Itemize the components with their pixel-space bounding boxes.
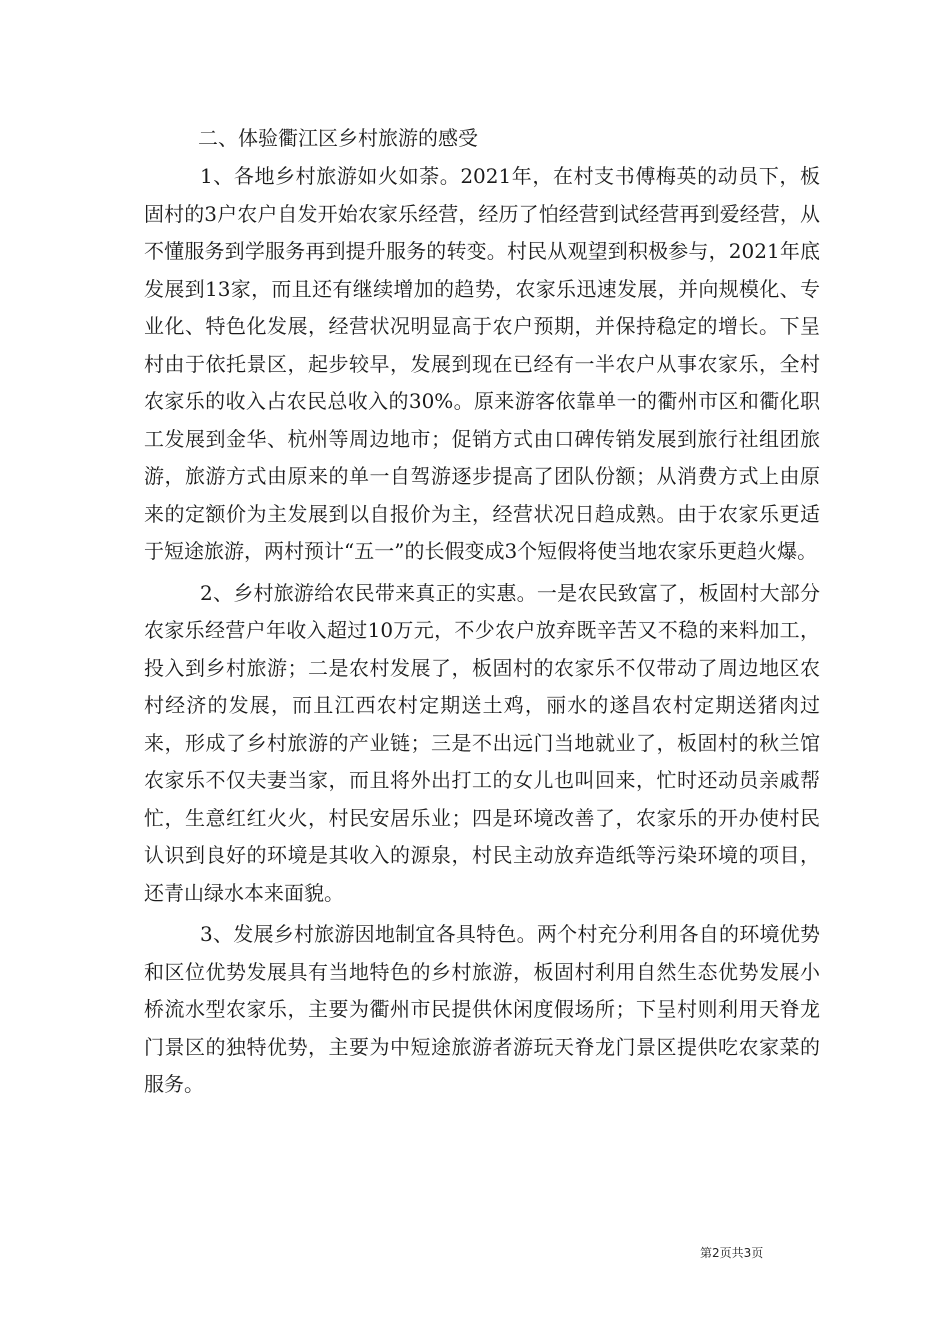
paragraph-2: 2、乡村旅游给农民带来真正的实惠。一是农民致富了，板固村大部分农家乐经营户年收入超过10万元，不少农户放弃既辛苦又不稳的来料加工，投入到乡村旅游；二是农村发展了，板固村的农家乐不仅带动了周边地区农村经济的发展，而且江西农村定期送土鸡，丽水的遂昌农村定期送猪肉过来，形成了乡村旅游的产业链；三是不出远门当地就业了，板固村的秋兰馆农家乐不仅夫妻当家，而且将外出打工的女儿也叫回来，忙时还动员亲戚帮忙，生意红红火火，村民安居乐业；四是环境改善了，农家乐的开办使村民认识到良好的环境是其收入的源泉，村民主动放弃造纸等污染环境的项目，还青山绿水本来面貌。	[144, 580, 820, 905]
section-heading: 二、体验衢江区乡村旅游的感受	[198, 126, 478, 150]
document-body	[144, 118, 820, 1104]
page-number: 第2页共3页	[700, 1246, 764, 1260]
paragraph-1: 1、各地乡村旅游如火如荼。2021年，在村支书傅梅英的动员下，板固村的3户农户自发开始农家乐经营，经历了怕经营到试经营再到爱经营，从不懂服务到学服务再到提升服务的转变。村民从观望到积极参与，2021年底发展到13家，而且还有继续增加的趋势，农家乐迅速发展，并向规模化、专业化、特色化发展，经营状况明显高于农户预期，并保持稳定的增长。下呈村由于依托景区，起步较早，发展到现在已经有一半农户从事农家乐，全村农家乐的收入占农民总收入的30%。原来游客依靠单一的衢州市区和衢化职工发展到金华、杭州等周边地市；促销方式由口碑传销发展到旅行社组团旅游，旅游方式由原来的单一自驾游逐步提高了团队份额；从消费方式上由原来的定额价为主发展到以自报价为主，经营状况日趋成熟。由于农家乐更适于短途旅游，两村预计“五一”的长假变成3个短假将使当地农家乐更趋火爆。	[144, 164, 820, 563]
paragraph-3: 3、发展乡村旅游因地制宜各具特色。两个村充分利用各自的环境优势和区位优势发展具有当地特色的乡村旅游，板固村利用自然生态优势发展小桥流水型农家乐，主要为衢州市民提供休闲度假场所；下呈村则利用天脊龙门景区的独特优势，主要为中短途旅游者游玩天脊龙门景区提供吃农家菜的服务。	[144, 922, 820, 1096]
